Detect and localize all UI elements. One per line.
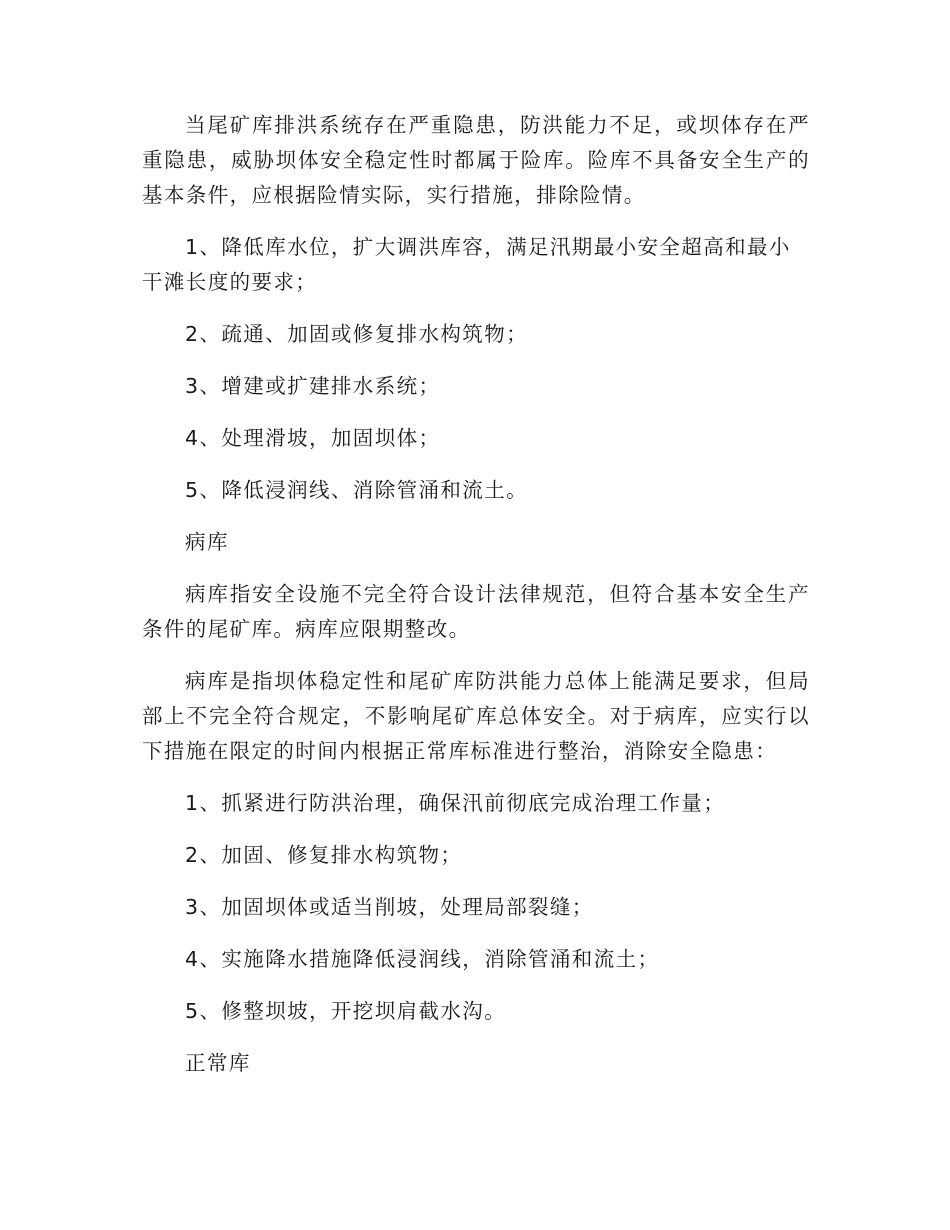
danger-measure-3: 3、增建或扩建排水系统； — [185, 374, 441, 398]
document-page — [142, 108, 810, 1098]
danger-measure-1: 1、降低库水位，扩大调洪库容，满足汛期最小安全超高和最小干滩长度的要求； — [142, 235, 791, 294]
danger-intro-paragraph: 当尾矿库排洪系统存在严重隐患，防洪能力不足，或坝体存在严重隐患，威胁坝体安全稳定性时都属于险库。险库不具备安全生产的基本条件，应根据险情实际，实行措施，排除险情。 — [142, 113, 810, 207]
sick-heading: 病库 — [185, 530, 229, 554]
sick-measure-2: 2、加固、修复排水构筑物； — [185, 843, 463, 867]
sick-measure-4: 4、实施降水措施降低浸润线，消除管涌和流土； — [185, 947, 660, 971]
sick-intro-paragraph: 病库是指坝体稳定性和尾矿库防洪能力总体上能满足要求，但局部上不完全符合规定，不影响尾矿库总体安全。对于病库，应实行以下措施在限定的时间内根据正常库标准进行整治，消除安全隐患： — [142, 669, 810, 763]
sick-measure-5: 5、修整坝坡，开挖坝肩截水沟。 — [185, 999, 507, 1023]
sick-measure-1: 1、抓紧进行防洪治理，确保汛前彻底完成治理工作量； — [185, 791, 726, 815]
danger-measure-2: 2、疏通、加固或修复排水构筑物； — [185, 322, 528, 346]
danger-measure-5: 5、降低浸润线、消除管涌和流土。 — [185, 478, 528, 502]
sick-measure-3: 3、加固坝体或适当削坡，处理局部裂缝； — [185, 895, 594, 919]
normal-heading: 正常库 — [185, 1051, 251, 1075]
danger-measure-4: 4、处理滑坡，加固坝体； — [185, 426, 441, 450]
sick-definition-paragraph: 病库指安全设施不完全符合设计法律规范，但符合基本安全生产条件的尾矿库。病库应限期整改。 — [142, 582, 810, 641]
